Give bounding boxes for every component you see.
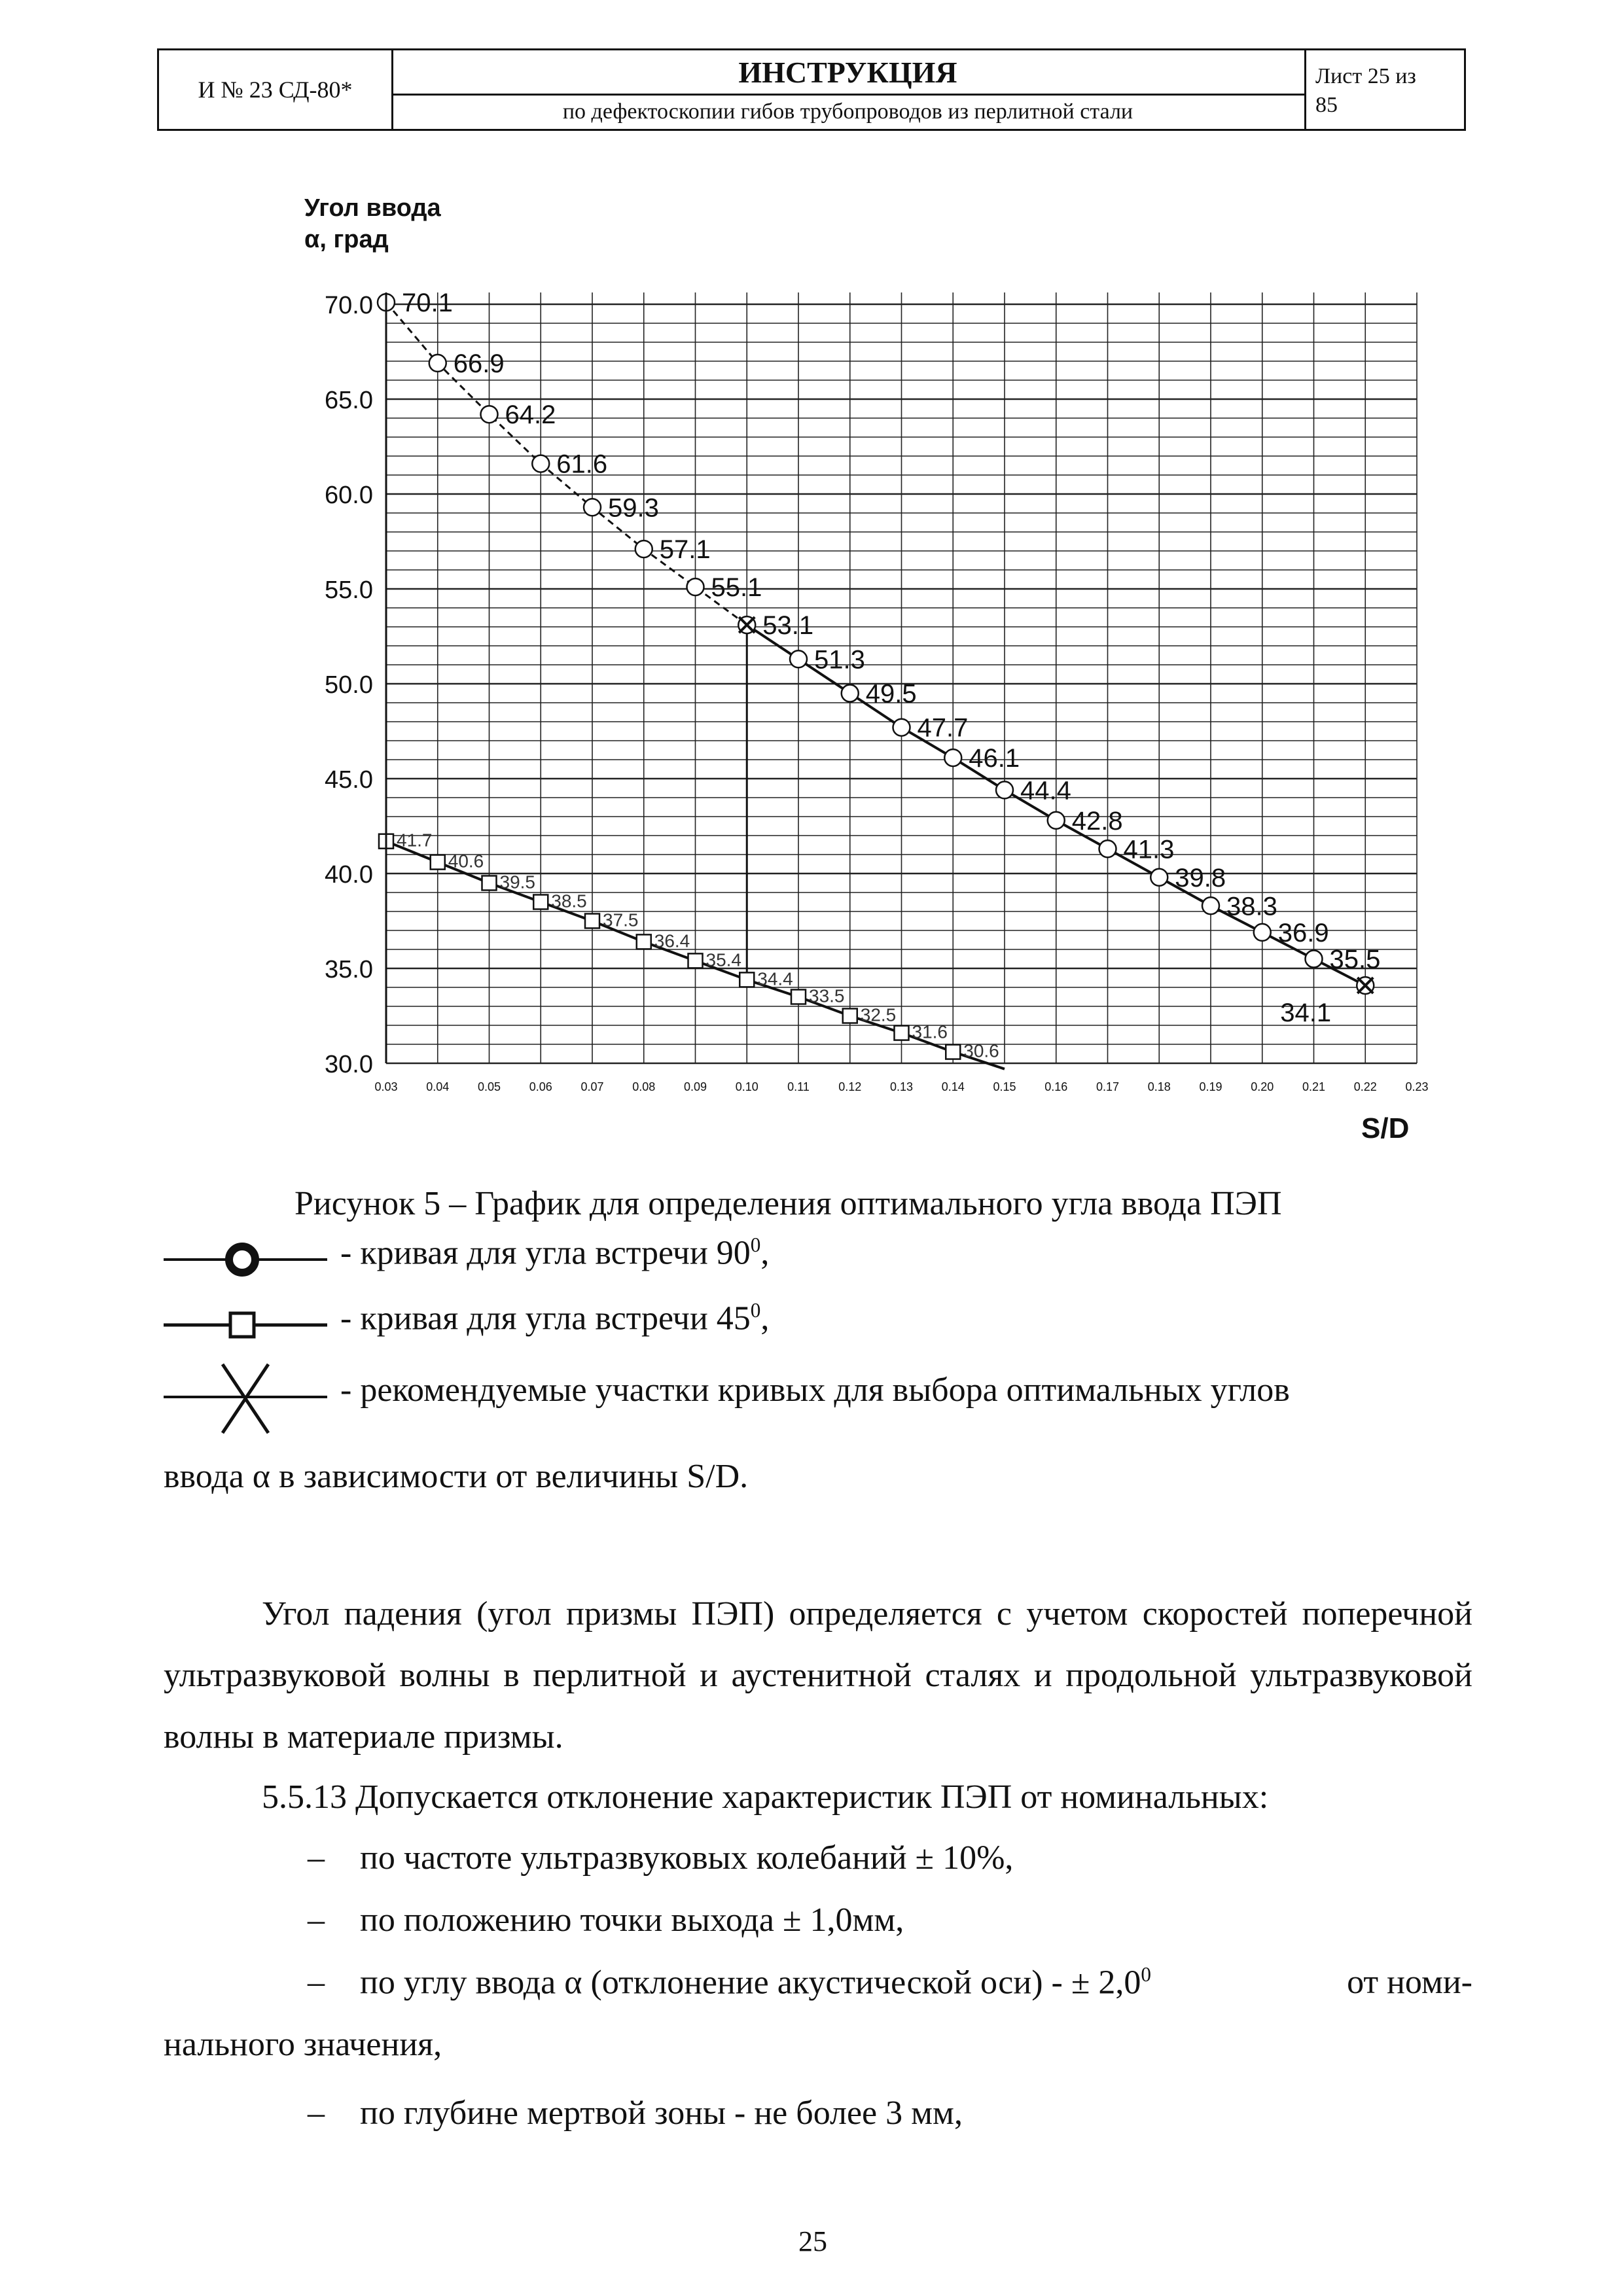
series-90-point	[1306, 951, 1323, 968]
list-item-text: по частоте ультразвуковых колебаний ± 10%,	[360, 1839, 1014, 1877]
list-item-text: по глубине мертвой зоны - не более 3 мм,	[360, 2094, 963, 2132]
x-tick-label: 0.11	[787, 1080, 810, 1093]
x-tick-label: 0.16	[1044, 1080, 1068, 1093]
series-90-data-label: 39.8	[1175, 863, 1226, 892]
doc-id: И № 23 СД-80*	[159, 50, 393, 129]
y-tick-label: 55.0	[325, 576, 373, 604]
y-tick-label: 35.0	[325, 956, 373, 983]
x-tick-label: 0.15	[993, 1080, 1016, 1093]
series-45-point	[637, 934, 651, 949]
series-90-point	[944, 749, 961, 766]
x-tick-label: 0.22	[1353, 1080, 1377, 1093]
series-90-data-label: 49.5	[865, 679, 917, 709]
y-tick-label: 65.0	[325, 387, 373, 414]
sheet-line-2: 85	[1315, 93, 1338, 118]
series-45-data-label: 34.4	[757, 968, 793, 989]
series-90-data-label: 61.6	[556, 450, 608, 479]
page-number: 25	[798, 2225, 827, 2257]
sheet-line-1: Лист 25 из	[1315, 64, 1416, 88]
angle-chart	[275, 170, 1466, 1112]
y-tick-label: 70.0	[325, 292, 373, 319]
series-45-point	[895, 1026, 909, 1040]
legend-text-recommended: - рекомендуемые участки кривых для выбора оптимальных углов	[340, 1371, 1290, 1409]
legend-sup-90: 0	[750, 1233, 761, 1256]
x-tick-label: 0.08	[632, 1080, 656, 1093]
x-tick-label: 0.04	[426, 1080, 450, 1093]
series-90-data-label: 34.1	[1280, 998, 1332, 1028]
x-tick-label: 0.12	[838, 1080, 862, 1093]
series-90-point	[1202, 897, 1219, 914]
legend-continuation: ввода α в зависимости от величины S/D.	[164, 1458, 749, 1495]
series-90-data-label: 36.9	[1277, 918, 1329, 947]
series-45-point	[946, 1045, 960, 1059]
series-90-data-label: 53.1	[762, 611, 814, 641]
series-45-point	[533, 895, 548, 910]
series-45-point	[843, 1009, 857, 1023]
series-90-point	[481, 406, 498, 423]
series-90-point	[1150, 869, 1168, 886]
legend-item-circle	[164, 1233, 1472, 1286]
x-tick-label: 0.23	[1405, 1080, 1429, 1093]
series-45-point	[791, 990, 806, 1004]
x-tick-label: 0.14	[941, 1080, 965, 1093]
list-item-text: по положению точки выхода ± 1,0мм,	[360, 1901, 904, 1939]
series-45-point	[482, 876, 497, 891]
legend-after-90: ,	[760, 1234, 770, 1272]
x-axis-label: S/D	[1361, 1112, 1410, 1144]
series-90-point	[996, 781, 1013, 798]
doc-title: ИНСТРУКЦИЯ	[391, 50, 1304, 96]
x-tick-label: 0.05	[477, 1080, 501, 1093]
paragraph-text: Угол падения (угол призмы ПЭП) определяется с учетом скоростей поперечной ультразвуковой волны в перлитной и аустенитной сталях и продольной ультразвуковой волны в материале призмы.	[164, 1595, 1472, 1756]
series-90-point	[893, 719, 910, 736]
series-45-data-label: 38.5	[551, 891, 587, 911]
x-tick-label: 0.20	[1251, 1080, 1274, 1093]
series-90-data-label: 66.9	[453, 349, 505, 378]
series-45-data-label: 30.6	[963, 1040, 999, 1061]
y-axis-label-line1: Угол ввода	[304, 194, 441, 222]
legend-item-cross	[164, 1361, 1472, 1433]
y-axis-label-line2: α, град	[304, 225, 389, 253]
series-45-point	[431, 855, 445, 870]
figure-caption: Рисунок 5 – График для определения оптимального угла ввода ПЭП	[294, 1185, 1282, 1222]
series-90-point	[635, 540, 652, 557]
series-90-point	[687, 578, 704, 595]
legend-square-marker	[164, 1299, 334, 1351]
x-tick-label: 0.21	[1302, 1080, 1326, 1093]
series-45-data-label: 31.6	[912, 1021, 948, 1042]
list-item: – по углу ввода α (отклонение акустической оси) - ± $2,0^0$ от номи-	[308, 1963, 1472, 2002]
legend-item-square	[164, 1299, 1472, 1351]
list-item: – по положению точки выхода ± 1,0мм,	[308, 1901, 904, 1939]
y-tick-label: 30.0	[325, 1051, 373, 1078]
series-90-data-label: 64.2	[505, 400, 556, 430]
series-90-point	[584, 499, 601, 516]
series-45-point	[740, 972, 754, 987]
series-45-data-label: 41.7	[397, 830, 433, 851]
y-tick-label: 60.0	[325, 482, 373, 509]
x-tick-label: 0.09	[683, 1080, 707, 1093]
y-tick-label: 50.0	[325, 671, 373, 699]
clause-5-5-13: 5.5.13 Допускается отклонение характеристик ПЭП от номинальных:	[262, 1778, 1269, 1816]
series-90-data-label: 35.5	[1329, 945, 1381, 974]
series-45-point	[688, 953, 703, 968]
x-tick-label: 0.13	[889, 1080, 914, 1093]
document-header	[157, 48, 1466, 131]
list-item-continuation: нального значения,	[164, 2026, 442, 2063]
doc-subtitle: по дефектоскопии гибов трубопроводов из перлитной стали	[562, 99, 1133, 124]
legend-text-45: - кривая для угла встречи 45	[340, 1299, 751, 1337]
series-90-point	[790, 650, 807, 667]
series-45-data-label: 40.6	[448, 851, 484, 872]
series-45-point	[585, 914, 599, 928]
legend-text-90: - кривая для угла встречи 90	[340, 1234, 751, 1272]
x-tick-label: 0.18	[1147, 1080, 1171, 1093]
y-tick-label: 40.0	[325, 861, 373, 889]
list-item-sup: 0	[1141, 1963, 1151, 1986]
series-90-data-label: 47.7	[917, 713, 969, 743]
series-45-data-label: 37.5	[603, 910, 639, 930]
x-tick-label: 0.07	[580, 1080, 604, 1093]
list-item: – по частоте ультразвуковых колебаний ± 10%,	[308, 1839, 1014, 1877]
series-90-data-label: 41.3	[1123, 835, 1175, 864]
series-90-point	[1254, 924, 1271, 941]
list-item-after: от номи-	[1347, 1964, 1472, 2001]
x-tick-label: 0.06	[529, 1080, 552, 1093]
sheet-number	[1304, 50, 1464, 129]
x-tick-label: 0.19	[1199, 1080, 1222, 1093]
series-90-point	[842, 685, 859, 702]
series-90-data-label: 70.1	[402, 289, 453, 318]
series-90-data-label: 38.3	[1226, 892, 1277, 921]
x-tick-label: 0.17	[1096, 1080, 1120, 1093]
legend-circle-marker	[164, 1233, 334, 1286]
x-tick-label: 0.10	[735, 1080, 758, 1093]
legend-sup-45: 0	[750, 1299, 761, 1322]
series-90-data-label: 44.4	[1020, 776, 1071, 805]
series-90-point	[1048, 812, 1065, 829]
y-tick-label: 45.0	[325, 766, 373, 794]
legend-cross-marker	[164, 1361, 334, 1439]
series-90-data-label: 59.3	[608, 493, 659, 523]
series-45-data-label: 32.5	[860, 1004, 897, 1025]
x-tick-label: 0.03	[374, 1080, 398, 1093]
series-45-data-label: 33.5	[809, 985, 845, 1006]
series-45-data-label: 39.5	[499, 872, 535, 892]
list-item-text: по углу ввода α (отклонение акустической оси) - ± 2,0	[360, 1964, 1141, 2002]
series-90-data-label: 42.8	[1071, 806, 1123, 836]
series-45-data-label: 35.4	[705, 949, 741, 970]
series-90-data-label: 46.1	[969, 744, 1020, 773]
legend-after-45: ,	[760, 1299, 770, 1337]
series-90-data-label: 55.1	[711, 573, 762, 603]
title-block	[391, 50, 1304, 129]
series-90-point	[429, 355, 446, 372]
series-90-data-label: 51.3	[814, 645, 865, 675]
paragraph-angle	[164, 1583, 1472, 1768]
series-90-point	[532, 455, 549, 472]
series-90-point	[1099, 840, 1116, 857]
list-item: – по глубине мертвой зоны - не более 3 мм,	[308, 2094, 963, 2132]
series-45-data-label: 36.4	[654, 930, 690, 951]
series-90-data-label: 57.1	[659, 535, 711, 565]
